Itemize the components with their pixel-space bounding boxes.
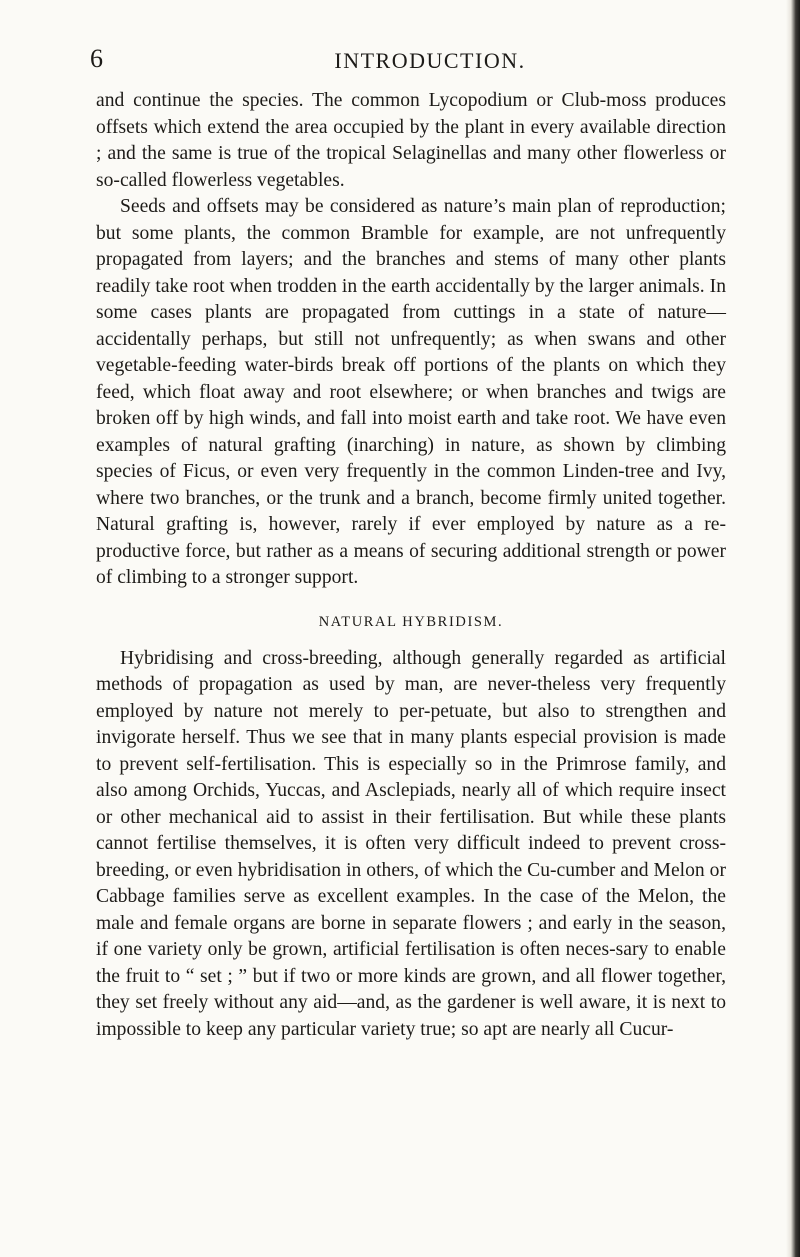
page-number: 6 xyxy=(90,44,105,73)
running-title: INTRODUCTION. xyxy=(334,48,526,73)
page-edge-shadow xyxy=(786,0,800,1257)
running-head xyxy=(90,44,730,74)
body-text xyxy=(96,88,726,1043)
paragraph-reproduction: Seeds and offsets may be considered as nature’s main plan of reproduction; but some plants, the common Bramble for example, are not unfrequently propagated from layers; and the branches and stems of many other plants readily take root when trodden in the earth accidentally by the larger animals. In some cases plants are propagated from cuttings in a state of nature—accidentally perhaps, but still not unfrequently; as when swans and other vegetable-feeding water-birds break off portions of the plants on which they feed, which float away and root elsewhere; or when branches and twigs are broken off by high winds, and fall into moist earth and take root. We have even examples of natural grafting (inarching) in nature, as shown by climbing species of Ficus, or even very frequently in the common Linden-tree and Ivy, where two branches, or the trunk and a branch, become firmly united together. Natural grafting is, however, rarely if ever employed by nature as a re-productive force, but rather as a means of securing additional strength or power of climbing to a stronger support. xyxy=(96,196,726,588)
section-heading: NATURAL HYBRIDISM. xyxy=(318,613,504,630)
paragraph-continuation: and continue the species. The common Lycopodium or Club-moss produces offsets which extend the area occupied by the plant in every available direction ; and the same is true of the tropical Selaginellas and many other flowerless or so-called flowerless vegetables. xyxy=(96,90,726,191)
paragraph-hybridism: Hybridising and cross-breeding, although generally regarded as artificial methods of propagation as used by man, are never-theless very frequently employed by nature not merely to per-petuate, but also to strengthen and invigorate herself. Thus we see that in many plants especial provision is made to prevent self-fertilisation. This is especially so in the Primrose family, and also among Orchids, Yuccas, and Asclepiads, nearly all of which require insect or other mechanical aid to assist in their fertilisation. But while these plants cannot fertilise themselves, it is often very difficult indeed to prevent cross-breeding, or even hybridisation in others, of which the Cu-cumber and Melon or Cabbage families serve as excellent examples. In the case of the Melon, the male and female organs are borne in separate flowers ; and early in the season, if one variety only be grown, artificial fertilisation is often neces-sary to enable the fruit to “ set ; ” but if two or more kinds are grown, and all flower together, they set freely without any aid—and, as the gardener is well aware, it is next to impossible to keep any particular variety true; so apt are nearly all Cucur- xyxy=(96,647,726,1040)
